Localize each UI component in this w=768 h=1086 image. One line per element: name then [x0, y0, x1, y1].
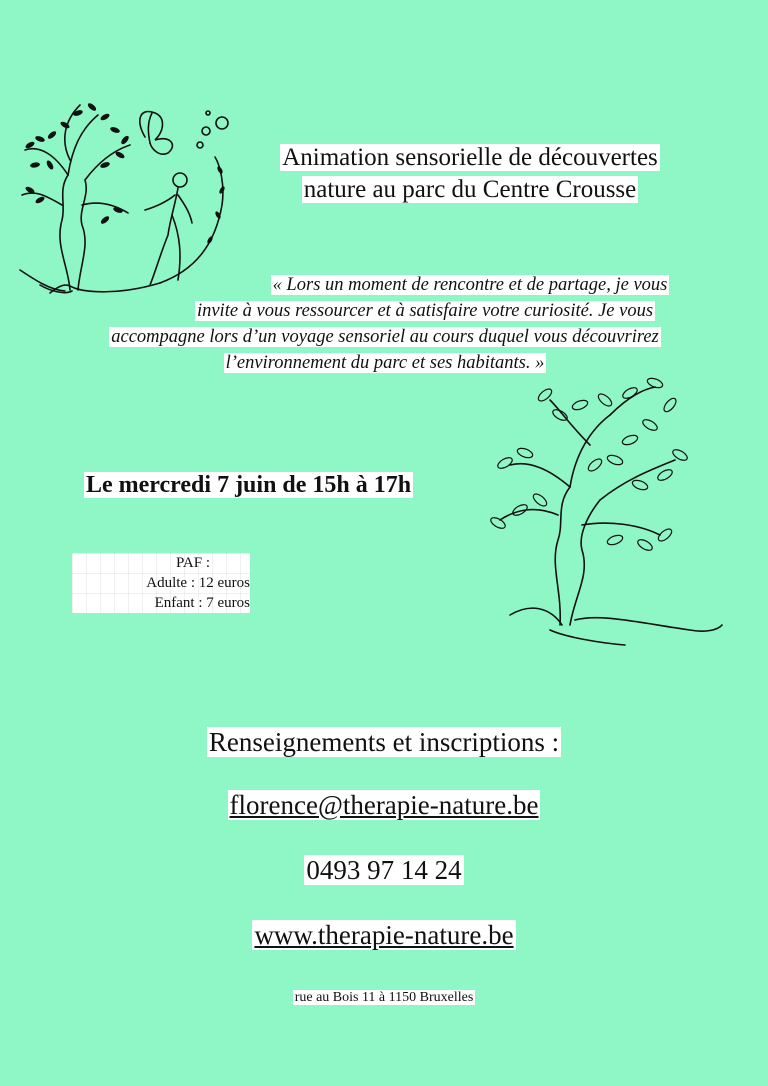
quote-line-4: l’environnement du parc et ses habitants. » [225, 353, 545, 373]
description-quote [70, 272, 700, 376]
event-date: Le mercredi 7 juin de 15h à 17h [86, 472, 412, 498]
price-child: Enfant : 7 euros [154, 595, 250, 611]
price-label: PAF : [175, 555, 210, 571]
title-line-1: Animation sensorielle de découvertes [282, 144, 658, 171]
quote-line-1: « Lors un moment de rencontre et de partage, je vous [272, 275, 668, 295]
price-box [72, 553, 250, 613]
quote-line-3: accompagne lors d’un voyage sensoriel au cours duquel vous découvrirez [111, 327, 659, 347]
quote-line-2: invite à vous ressourcer et à satisfaire votre curiosité. Je vous [196, 301, 654, 321]
website-link[interactable]: www.therapie-nature.be [254, 920, 514, 950]
tree-icon [490, 375, 725, 650]
contact-phone: 0493 97 14 24 [306, 855, 462, 885]
address: rue au Bois 11 à 1150 Bruxelles [294, 990, 474, 1005]
tree-person-butterfly-icon [10, 95, 235, 300]
event-title [230, 142, 710, 206]
contact-heading: Renseignements et inscriptions : [208, 727, 560, 757]
contact-email-link[interactable]: florence@therapie-nature.be [229, 790, 539, 820]
title-line-2: nature au parc du Centre Crousse [303, 176, 637, 203]
price-adult: Adulte : 12 euros [146, 575, 250, 591]
